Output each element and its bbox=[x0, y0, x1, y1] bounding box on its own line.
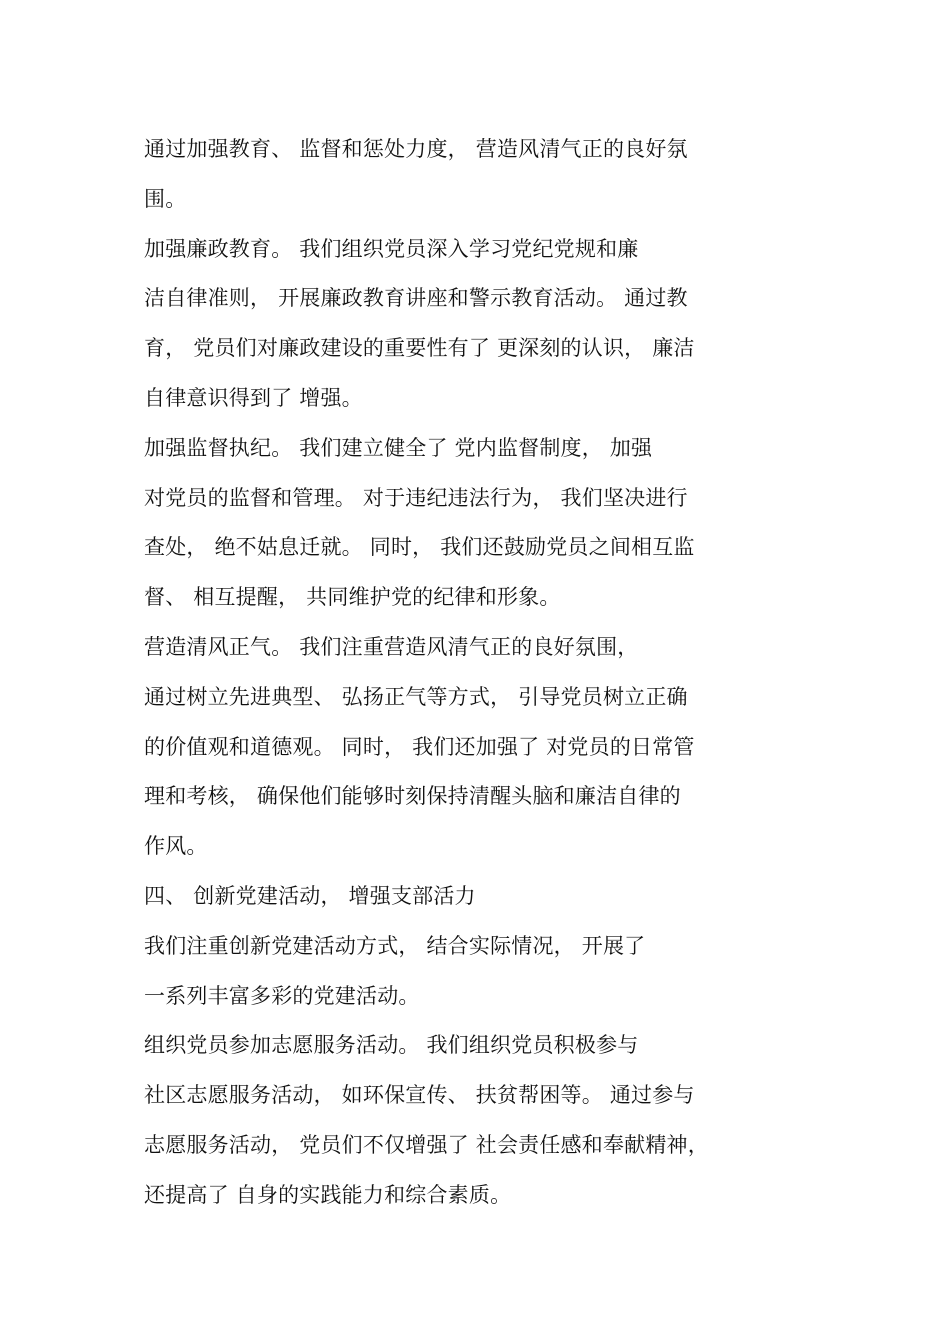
text-line: 一系列丰富多彩的党建活动。 bbox=[144, 983, 420, 1008]
text-line: 志愿服务活动， 党员们不仅增强了 社会责任感和奉献精神， bbox=[144, 1132, 709, 1157]
document-body bbox=[144, 125, 764, 1221]
text-line: 自律意识得到了 增强。 bbox=[144, 385, 363, 410]
text-line: 的价值观和道德观。 同时， 我们还加强了 对党员的日常管 bbox=[144, 734, 695, 759]
text-line: 加强监督执纪。 我们建立健全了 党内监督制度， 加强 bbox=[144, 435, 653, 460]
text-line: 通过树立先进典型、 弘扬正气等方式， 引导党员树立正确 bbox=[144, 684, 688, 709]
text-line: 对党员的监督和管理。 对于违纪违法行为， 我们坚决进行 bbox=[144, 485, 688, 510]
text-line: 加强廉政教育。 我们组织党员深入学习党纪党规和廉 bbox=[144, 236, 639, 261]
text-line: 督、 相互提醒， 共同维护党的纪律和形象。 bbox=[144, 585, 561, 610]
text-line: 还提高了 自身的实践能力和综合素质。 bbox=[144, 1182, 512, 1207]
text-line: 理和考核， 确保他们能够时刻保持清醒头脑和廉洁自律的 bbox=[144, 784, 681, 809]
text-line: 营造清风正气。 我们注重营造风清气正的良好氛围， bbox=[144, 634, 639, 659]
text-line: 组织党员参加志愿服务活动。 我们组织党员积极参与 bbox=[144, 1033, 639, 1058]
text-line: 围。 bbox=[144, 186, 187, 211]
text-line: 通过加强教育、 监督和惩处力度， 营造风清气正的良好氛 bbox=[144, 137, 688, 161]
text-line: 我们注重创新党建活动方式， 结合实际情况， 开展了 bbox=[144, 933, 646, 958]
section-heading: 四、 创新党建活动， 增强支部活力 bbox=[144, 883, 476, 908]
text-line: 查处， 绝不姑息迁就。 同时， 我们还鼓励党员之间相互监 bbox=[144, 535, 695, 560]
text-line: 洁自律准则， 开展廉政教育讲座和警示教育活动。 通过教 bbox=[144, 286, 688, 311]
text-line: 社区志愿服务活动， 如环保宣传、 扶贫帮困等。 通过参与 bbox=[144, 1083, 695, 1108]
text-line: 作风。 bbox=[144, 834, 208, 859]
text-line: 育， 党员们对廉政建设的重要性有了 更深刻的认识， 廉洁 bbox=[144, 336, 695, 361]
